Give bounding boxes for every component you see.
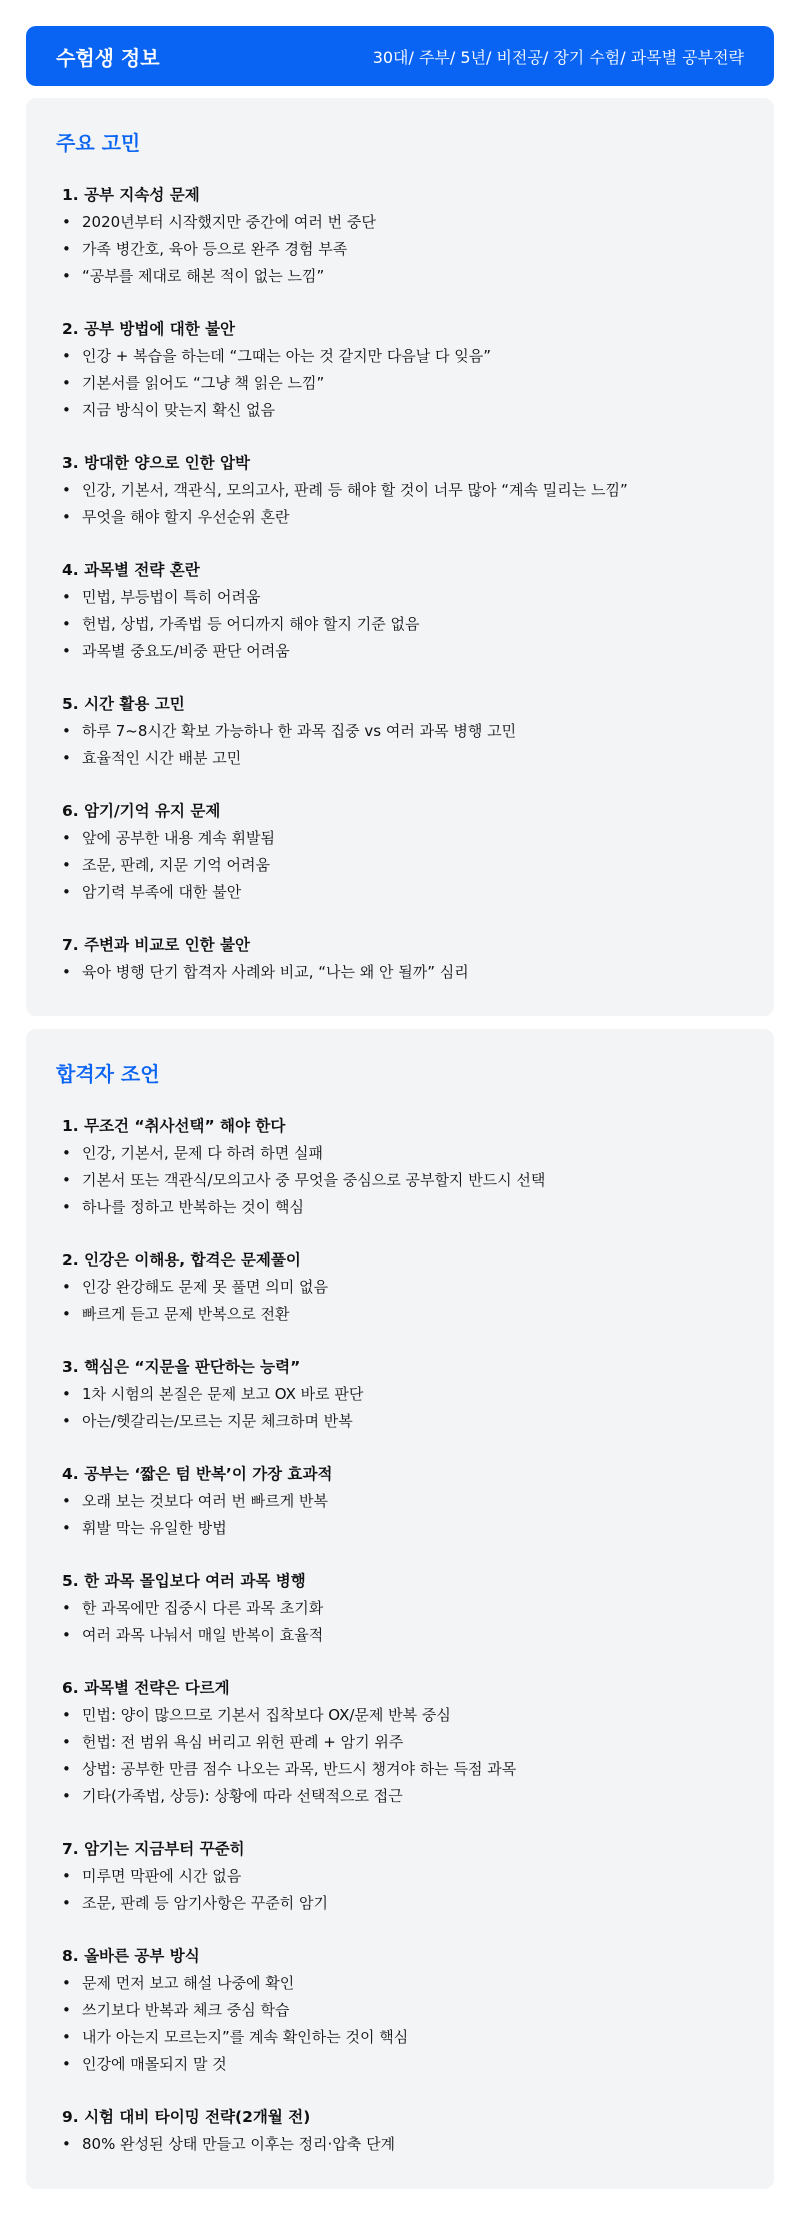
section [56,1675,744,1810]
bullet-dot-icon: • [62,588,71,606]
section [56,316,744,424]
bullet-text: 미루면 막판에 시간 없음 [82,1867,242,1885]
bullet-dot-icon: • [62,2001,71,2019]
bullet-dot-icon: • [62,481,71,499]
section-title: 3. 방대한 양으로 인한 압박 [62,454,250,472]
bullet-item [56,236,744,263]
bullet-dot-icon: • [62,1305,71,1323]
section [56,798,744,906]
bullet-text: 여러 과목 나눠서 매일 반복이 효율적 [82,1626,324,1644]
section-title: 9. 시험 대비 타이밍 전략(2개월 전) [62,2108,311,2126]
section [56,1836,744,1917]
section-title: 7. 암기는 지금부터 꾸준히 [62,1840,245,1858]
bullet-item [56,263,744,290]
bullet-item [56,504,744,531]
bullet-dot-icon: • [62,1171,71,1189]
bullet-dot-icon: • [62,508,71,526]
bullet-dot-icon: • [62,749,71,767]
bullet-text: 휘발 막는 유일한 방법 [82,1519,227,1537]
bullet-item [56,1970,744,1997]
bullet-text: 인강, 기본서, 문제 다 하려 하면 실패 [82,1144,324,1162]
section [56,182,744,290]
bullet-item [56,397,744,424]
bullet-text: 아는/헷갈리는/모르는 지문 체크하며 반복 [82,1412,353,1430]
bullet-text: 쓰기보다 반복과 체크 중심 학습 [82,2001,290,2019]
bullet-text: 인강, 기본서, 객관식, 모의고사, 판례 등 해야 할 것이 너무 많아 “계속 밀리는 느낌” [82,481,628,499]
bullet-dot-icon: • [62,1492,71,1510]
bullet-item [56,1488,744,1515]
section [56,1247,744,1328]
section [56,1461,744,1542]
bullet-item [56,1194,744,1221]
bullet-dot-icon: • [62,829,71,847]
bullet-item [56,1863,744,1890]
section-title: 7. 주변과 비교로 인한 불안 [62,936,250,954]
bullet-item [56,209,744,236]
bullet-dot-icon: • [62,963,71,981]
bullet-dot-icon: • [62,1385,71,1403]
bullet-item [56,1381,744,1408]
bullet-text: 하루 7~8시간 확보 가능하나 한 과목 집중 vs 여러 과목 병행 고민 [82,722,517,740]
bullet-dot-icon: • [62,2055,71,2073]
header-bar [26,26,774,86]
bullet-item [56,745,744,772]
section [56,1943,744,2078]
bullet-text: 암기력 부족에 대한 불안 [82,883,242,901]
bullet-text: 인강 완강해도 문제 못 풀면 의미 없음 [82,1278,328,1296]
bullet-item [56,1408,744,1435]
bullet-item [56,1756,744,1783]
bullet-text: 조문, 판례 등 암기사항은 꾸준히 암기 [82,1894,328,1912]
bullet-text: 한 과목에만 집중시 다른 과목 초기화 [82,1599,324,1617]
bullet-dot-icon: • [62,240,71,258]
bullet-text: 내가 아는지 모르는지”를 계속 확인하는 것이 핵심 [82,2028,409,2046]
section [56,557,744,665]
bullet-text: 헌법: 전 범위 욕심 버리고 위헌 판례 + 암기 위주 [82,1733,404,1751]
section [56,691,744,772]
bullet-item [56,825,744,852]
bullet-text: 민법, 부등법이 특히 어려움 [82,588,261,606]
section-title: 2. 공부 방법에 대한 불안 [62,320,236,338]
bullet-text: 민법: 양이 많으므로 기본서 집착보다 OX/문제 반복 중심 [82,1706,451,1724]
section-title: 4. 과목별 전략 혼란 [62,561,200,579]
bullet-dot-icon: • [62,615,71,633]
bullet-item [56,1167,744,1194]
section-title: 3. 핵심은 “지문을 판단하는 능력” [62,1358,301,1376]
bullet-text: 2020년부터 시작했지만 중간에 여러 번 중단 [82,213,376,231]
bullet-dot-icon: • [62,1626,71,1644]
bullet-item [56,611,744,638]
bullet-item [56,343,744,370]
bullet-item [56,2051,744,2078]
bullet-text: 무엇을 해야 할지 우선순위 혼란 [82,508,290,526]
advice-title: 합격자 조언 [56,1062,160,1086]
bullet-item [56,1140,744,1167]
bullet-item [56,370,744,397]
concerns-card [26,98,774,1016]
bullet-item [56,1274,744,1301]
concerns-sections [56,182,744,986]
bullet-dot-icon: • [62,347,71,365]
bullet-text: 1차 시험의 본질은 문제 보고 OX 바로 판단 [82,1385,364,1403]
section-title: 1. 공부 지속성 문제 [62,186,200,204]
bullet-text: 기본서 또는 객관식/모의고사 중 무엇을 중심으로 공부할지 반드시 선택 [82,1171,546,1189]
bullet-dot-icon: • [62,2135,71,2153]
bullet-dot-icon: • [62,1867,71,1885]
header-title: 수험생 정보 [56,45,160,70]
bullet-dot-icon: • [62,1706,71,1724]
bullet-item [56,1702,744,1729]
bullet-dot-icon: • [62,1974,71,1992]
bullet-item [56,1890,744,1917]
bullet-text: 인강에 매몰되지 말 것 [82,2055,227,2073]
section-title: 5. 한 과목 몰입보다 여러 과목 병행 [62,1572,306,1590]
bullet-item [56,584,744,611]
bullet-dot-icon: • [62,374,71,392]
section-title: 4. 공부는 ‘짧은 텀 반복’이 가장 효과적 [62,1465,333,1483]
bullet-dot-icon: • [62,1412,71,1430]
bullet-text: 오래 보는 것보다 여러 번 빠르게 반복 [82,1492,328,1510]
bullet-dot-icon: • [62,401,71,419]
advice-card [26,1029,774,2189]
bullet-item [56,852,744,879]
bullet-text: “공부를 제대로 해본 적이 없는 느낌” [82,267,325,285]
bullet-text: 기본서를 읽어도 “그냥 책 읽은 느낌” [82,374,325,392]
bullet-dot-icon: • [62,1198,71,1216]
bullet-item [56,2131,744,2158]
bullet-item [56,1783,744,1810]
bullet-item [56,1622,744,1649]
advice-sections [56,1113,744,2158]
bullet-text: 80% 완성된 상태 만들고 이후는 정리·압축 단계 [82,2135,396,2153]
bullet-text: 기타(가족법, 상등): 상황에 따라 선택적으로 접근 [82,1787,403,1805]
bullet-item [56,718,744,745]
bullet-item [56,638,744,665]
bullet-text: 육아 병행 단기 합격자 사례와 비교, “나는 왜 안 될까” 심리 [82,963,469,981]
bullet-dot-icon: • [62,1760,71,1778]
bullet-dot-icon: • [62,722,71,740]
section-title: 6. 암기/기억 유지 문제 [62,802,221,820]
bullet-text: 효율적인 시간 배분 고민 [82,749,242,767]
bullet-item [56,959,744,986]
bullet-text: 지금 방식이 맞는지 확신 없음 [82,401,275,419]
bullet-dot-icon: • [62,883,71,901]
section [56,1113,744,1221]
bullet-text: 앞에 공부한 내용 계속 휘발됨 [82,829,275,847]
bullet-item [56,879,744,906]
bullet-item [56,477,744,504]
section-title: 5. 시간 활용 고민 [62,695,185,713]
section [56,2104,744,2158]
section-title: 1. 무조건 “취사선택” 해야 한다 [62,1117,286,1135]
bullet-dot-icon: • [62,267,71,285]
bullet-dot-icon: • [62,1519,71,1537]
header-meta: 30대/ 주부/ 5년/ 비전공/ 장기 수험/ 과목별 공부전략 [372,47,744,67]
bullet-item [56,1997,744,2024]
bullet-item [56,1515,744,1542]
bullet-text: 조문, 판례, 지문 기억 어려움 [82,856,270,874]
bullet-dot-icon: • [62,1144,71,1162]
section [56,1354,744,1435]
bullet-text: 하나를 정하고 반복하는 것이 핵심 [82,1198,304,1216]
bullet-dot-icon: • [62,856,71,874]
bullet-text: 헌법, 상법, 가족법 등 어디까지 해야 할지 기준 없음 [82,615,420,633]
bullet-dot-icon: • [62,1278,71,1296]
bullet-item [56,2024,744,2051]
section [56,932,744,986]
bullet-dot-icon: • [62,213,71,231]
bullet-text: 인강 + 복습을 하는데 “그때는 아는 것 같지만 다음날 다 잊음” [82,347,492,365]
bullet-dot-icon: • [62,642,71,660]
bullet-dot-icon: • [62,1894,71,1912]
section [56,450,744,531]
bullet-item [56,1595,744,1622]
bullet-text: 빠르게 듣고 문제 반복으로 전환 [82,1305,290,1323]
bullet-text: 문제 먼저 보고 해설 나중에 확인 [82,1974,295,1992]
section [56,1568,744,1649]
bullet-item [56,1729,744,1756]
bullet-text: 상법: 공부한 만큼 점수 나오는 과목, 반드시 챙겨야 하는 득점 과목 [82,1760,517,1778]
bullet-dot-icon: • [62,2028,71,2046]
section-title: 8. 올바른 공부 방식 [62,1947,200,1965]
bullet-dot-icon: • [62,1733,71,1751]
bullet-dot-icon: • [62,1787,71,1805]
bullet-text: 가족 병간호, 육아 등으로 완주 경험 부족 [82,240,348,258]
section-title: 6. 과목별 전략은 다르게 [62,1679,230,1697]
section-title: 2. 인강은 이해용, 합격은 문제풀이 [62,1251,301,1269]
concerns-title: 주요 고민 [56,131,141,155]
bullet-text: 과목별 중요도/비중 판단 어려움 [82,642,290,660]
bullet-item [56,1301,744,1328]
bullet-dot-icon: • [62,1599,71,1617]
